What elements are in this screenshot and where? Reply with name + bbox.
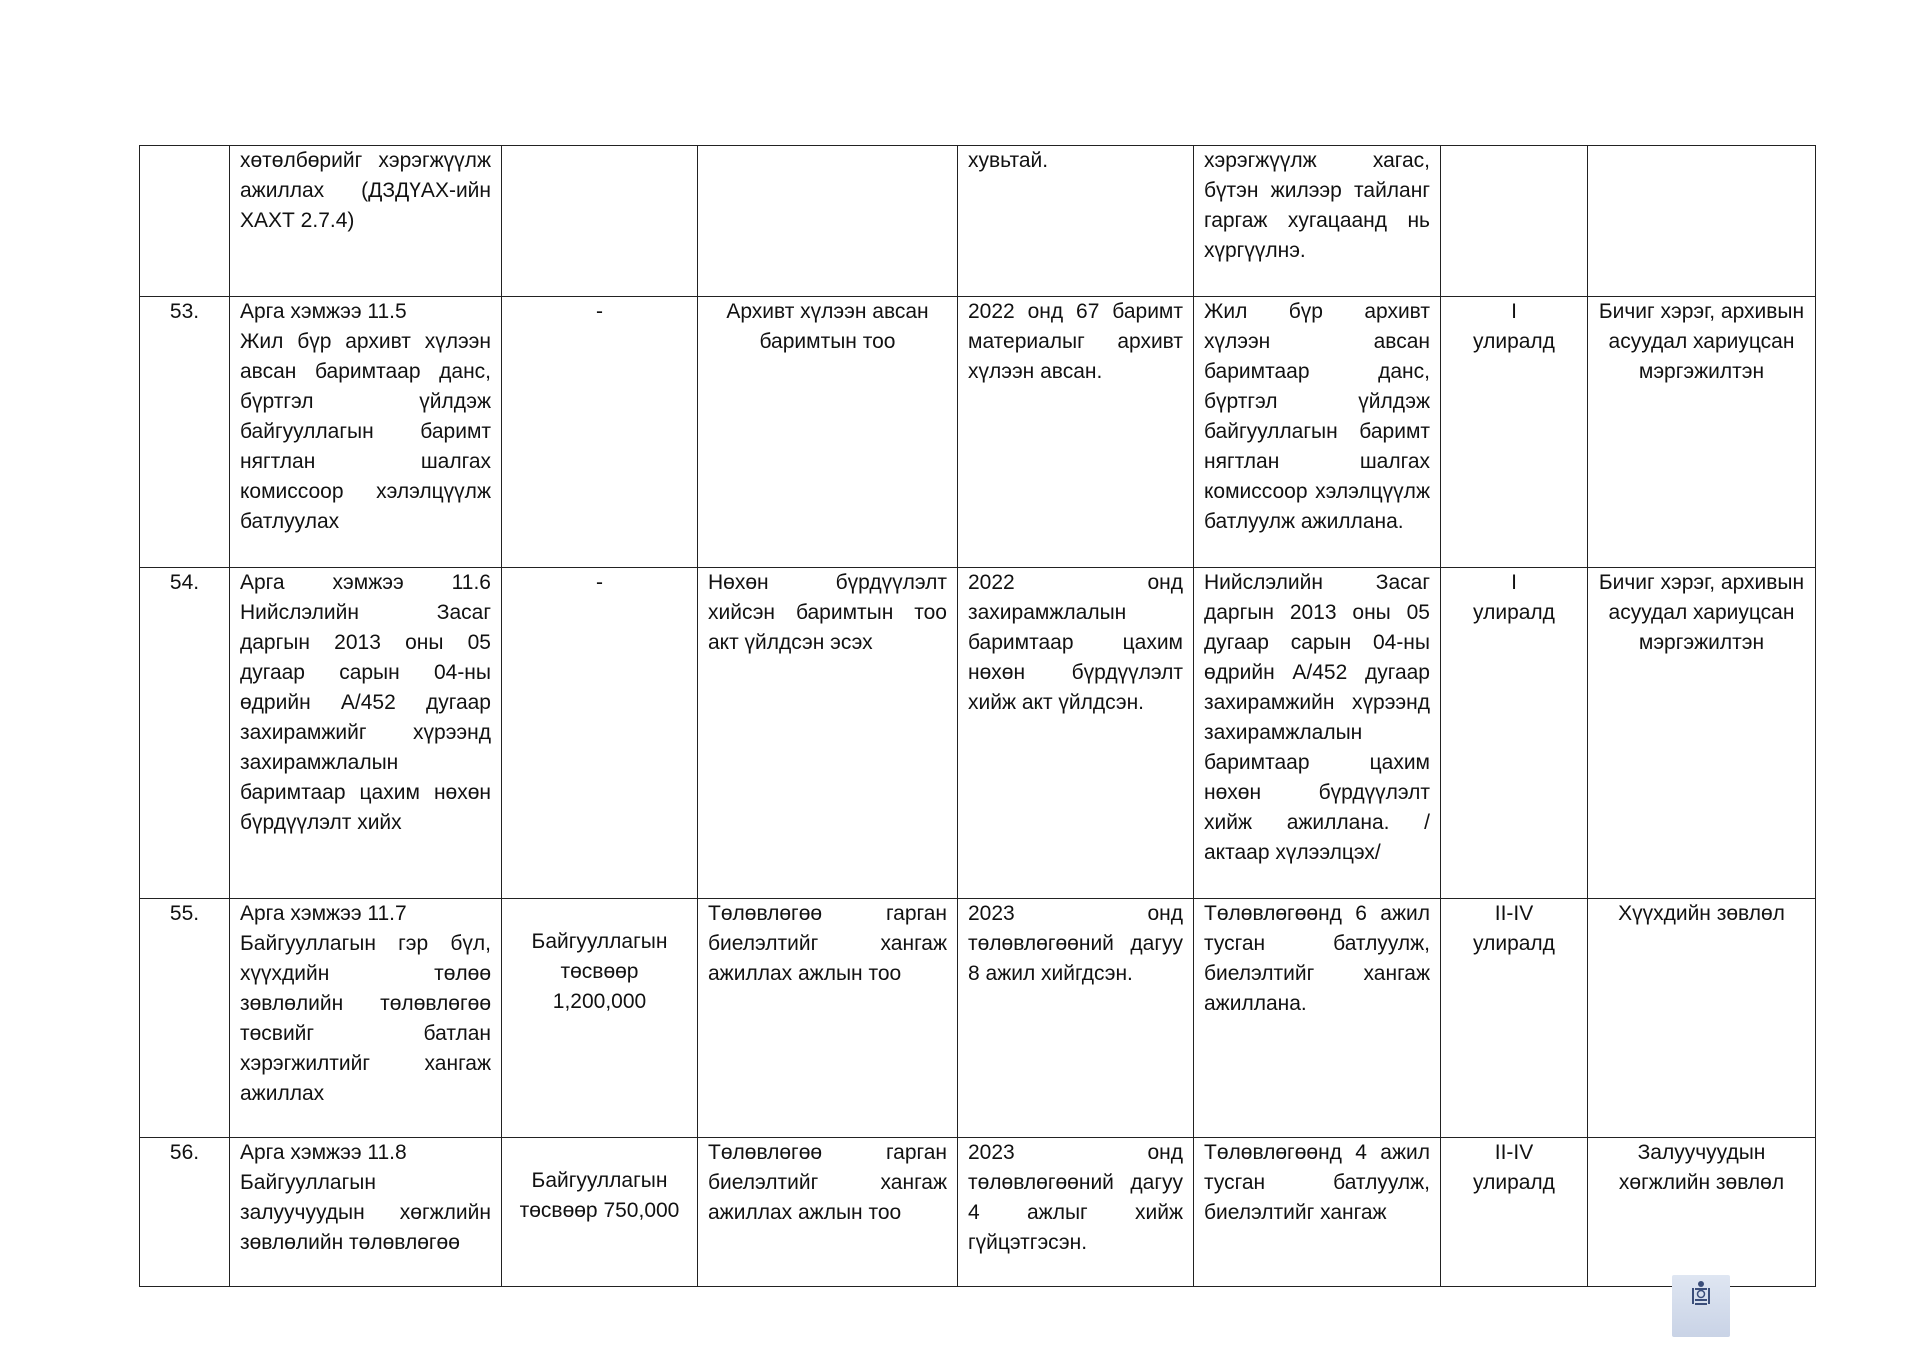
target-cell: хэрэгжүүлж хагас, бүтэн жилээр тайланг гаргаж хугацаанд нь хүргүүлнэ. [1194, 146, 1441, 297]
action-plan-table [139, 145, 1816, 1287]
term-cell: II-IV улиралд [1441, 1138, 1588, 1287]
indicator-cell: Архивт хүлээн авсан баримтын тоо [698, 297, 958, 568]
row-number: 53. [140, 297, 230, 568]
activity-cell: Арга хэмжээ 11.7 Байгууллагын гэр бүл, хүүхдийн төлөө зөвлөлийн төлөвлөгөө төсвийг батлан хэрэгжилтийг хангаж ажиллах [230, 899, 502, 1138]
baseline-cell: 2023 онд төлөвлөгөөний дагуу 8 ажил хийгдсэн. [958, 899, 1194, 1138]
responsible-cell [1588, 146, 1816, 297]
row-number: 55. [140, 899, 230, 1138]
responsible-cell: Хүүхдийн зөвлөл [1588, 899, 1816, 1138]
soyombo-icon [1688, 1279, 1714, 1309]
activity-cell: хөтөлбөрийг хэрэгжүүлж ажиллах (ДЗДҮАХ-ийн ХАХТ 2.7.4) [230, 146, 502, 297]
activity-cell: Арга хэмжээ 11.5 Жил бүр архивт хүлээн авсан баримтаар данс, бүртгэл үйлдэж байгууллагын баримт нягтлан шалгах комиссоор хэлэлцүүлж батлуулах [230, 297, 502, 568]
term-cell [1441, 146, 1588, 297]
row-number: 54. [140, 568, 230, 899]
activity-cell: Арга хэмжээ 11.8 Байгууллагын залуучуудын хөгжлийн зөвлөлийн төлөвлөгөө [230, 1138, 502, 1287]
budget-cell: - [502, 568, 698, 899]
table-row [140, 568, 1816, 899]
budget-cell: - [502, 297, 698, 568]
term-cell: I улиралд [1441, 568, 1588, 899]
indicator-cell [698, 146, 958, 297]
indicator-cell: Төлөвлөгөө гарган биелэлтийг хангаж ажиллах ажлын тоо [698, 1138, 958, 1287]
responsible-cell: Бичиг хэрэг, архивын асуудал хариуцсан мэргэжилтэн [1588, 297, 1816, 568]
term-cell: I улиралд [1441, 297, 1588, 568]
activity-cell: Арга хэмжээ 11.6 Нийслэлийн Засаг даргын 2013 оны 05 дугаар сарын 04-ны өдрийн А/452 дугаар захирамжийг хүрээнд захирамжлалын баримтаар цахим нөхөн бүрдүүлэлт хийх [230, 568, 502, 899]
target-cell: Төлөвлөгөөнд 4 ажил тусган батлуулж, биелэлтийг хангаж [1194, 1138, 1441, 1287]
target-cell: Төлөвлөгөөнд 6 ажил тусган батлуулж, биелэлтийг хангаж ажиллана. [1194, 899, 1441, 1138]
target-cell: Жил бүр архивт хүлээн авсан баримтаар данс, бүртгэл үйлдэж байгууллагын баримт нягтлан шалгах комиссоор хэлэлцүүлж батлуулж ажиллана. [1194, 297, 1441, 568]
budget-cell: Байгууллагын төсвөөр 750,000 [502, 1138, 698, 1287]
baseline-cell: хувьтай. [958, 146, 1194, 297]
table-row [140, 146, 1816, 297]
term-cell: II-IV улиралд [1441, 899, 1588, 1138]
baseline-cell: 2023 онд төлөвлөгөөний дагуу 4 ажлыг хийж гүйцэтгэсэн. [958, 1138, 1194, 1287]
row-number: 56. [140, 1138, 230, 1287]
government-seal-logo [1672, 1275, 1730, 1337]
responsible-cell: Залуучуудын хөгжлийн зөвлөл [1588, 1138, 1816, 1287]
table-row [140, 297, 1816, 568]
budget-cell: Байгууллагын төсвөөр 1,200,000 [502, 899, 698, 1138]
target-cell: Нийслэлийн Засаг даргын 2013 оны 05 дугаар сарын 04-ны өдрийн А/452 дугаар захирамжийн хүрээнд захирамжлалын баримтаар цахим нөхөн бүрдүүлэлт хийж ажиллана. /актаар хүлээлцэх/ [1194, 568, 1441, 899]
row-number [140, 146, 230, 297]
table-row [140, 899, 1816, 1138]
responsible-cell: Бичиг хэрэг, архивын асуудал хариуцсан мэргэжилтэн [1588, 568, 1816, 899]
indicator-cell: Төлөвлөгөө гарган биелэлтийг хангаж ажиллах ажлын тоо [698, 899, 958, 1138]
baseline-cell: 2022 онд 67 баримт материалыг архивт хүлээн авсан. [958, 297, 1194, 568]
indicator-cell: Нөхөн бүрдүүлэлт хийсэн баримтын тоо акт үйлдсэн эсэх [698, 568, 958, 899]
baseline-cell: 2022 онд захирамжлалын баримтаар цахим нөхөн бүрдүүлэлт хийж акт үйлдсэн. [958, 568, 1194, 899]
budget-cell [502, 146, 698, 297]
table-row [140, 1138, 1816, 1287]
